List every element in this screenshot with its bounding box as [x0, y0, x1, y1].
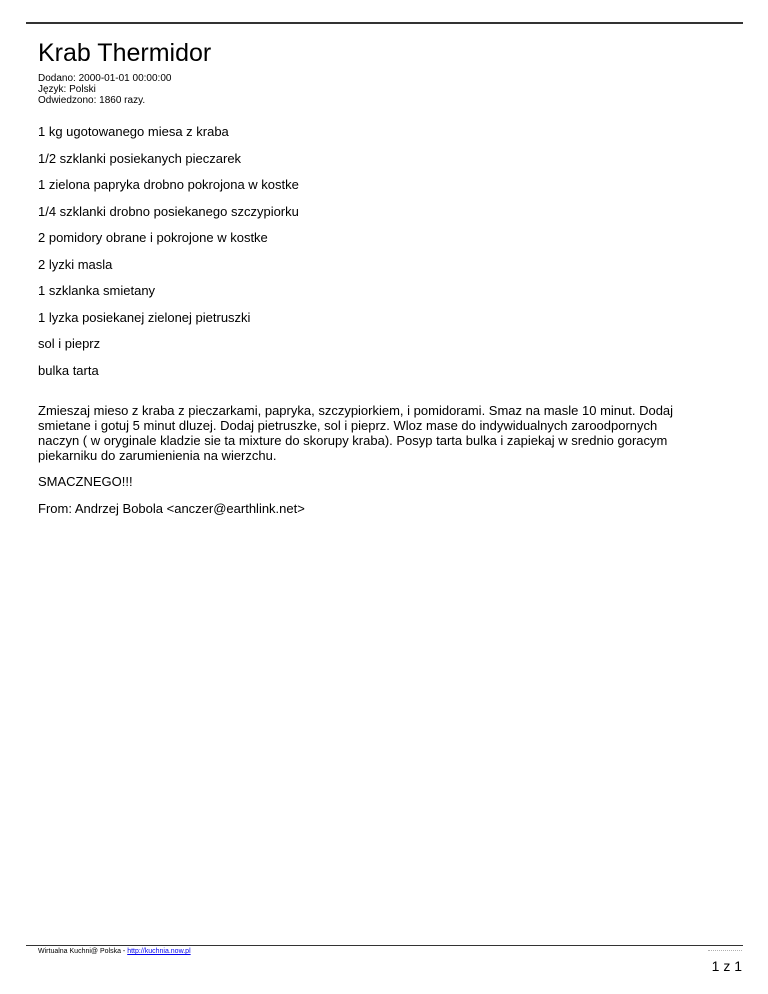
footer [38, 947, 191, 956]
meta-visits: Odwiedzono: 1860 razy. [38, 95, 146, 106]
ingredient-item: 1 kg ugotowanego miesa z kraba [38, 124, 229, 139]
closing-exclamation: SMACZNEGO!!! [38, 474, 133, 489]
ingredient-item: 1 lyzka posiekanej zielonej pietruszki [38, 309, 251, 325]
page-number: 1 z 1 [711, 958, 742, 974]
meta-language: Język: Polski [38, 84, 96, 95]
recipe-meta [38, 73, 171, 106]
ingredient-item: 1 zielona papryka drobno pokrojona w kostke [38, 177, 299, 192]
ingredient-item: 1/2 szklanki posiekanych pieczarek [38, 150, 242, 166]
footer-site-text: Wirtualna Kuchni@ Polska - [38, 948, 128, 955]
page-title: Krab Thermidor [38, 39, 212, 67]
ingredient-list [38, 124, 299, 389]
footer-divider [26, 945, 743, 946]
footer-mark [708, 950, 742, 951]
ingredient-item: 1 szklanka smietany [38, 283, 156, 298]
ingredient-item: 1/4 szklanki drobno posiekanego szczypiorku [38, 203, 299, 219]
ingredient-item: 2 lyzki masla [38, 256, 113, 272]
ingredient-item: sol i pieprz [38, 336, 101, 351]
ingredient-item: 2 pomidory obrane i pokrojone w kostke [38, 230, 268, 245]
meta-added: Dodano: 2000-01-01 00:00:00 [38, 73, 172, 84]
top-divider [26, 22, 743, 24]
author-line: From: Andrzej Bobola <anczer@earthlink.net> [38, 501, 305, 516]
recipe-instructions: Zmieszaj mieso z kraba z pieczarkami, papryka, szczypiorkiem, i pomidorami. Smaz na masle 10 minut. Dodaj smietane i gotuj 5 minut dluzej. Dodaj pietruszke, sol i pieprz. Wloz mase do indywidualnych zaroodpornych naczyn ( w oryginale kladzie sie ta mixture do skorupy kraba). Posyp tarta bulka i zapiekaj w srednio goracym piekarniku do zarumienienia na wierzchu. [38, 403, 674, 463]
footer-site-link[interactable]: http://kuchnia.now.pl [127, 948, 191, 955]
ingredient-item: bulka tarta [38, 362, 99, 378]
